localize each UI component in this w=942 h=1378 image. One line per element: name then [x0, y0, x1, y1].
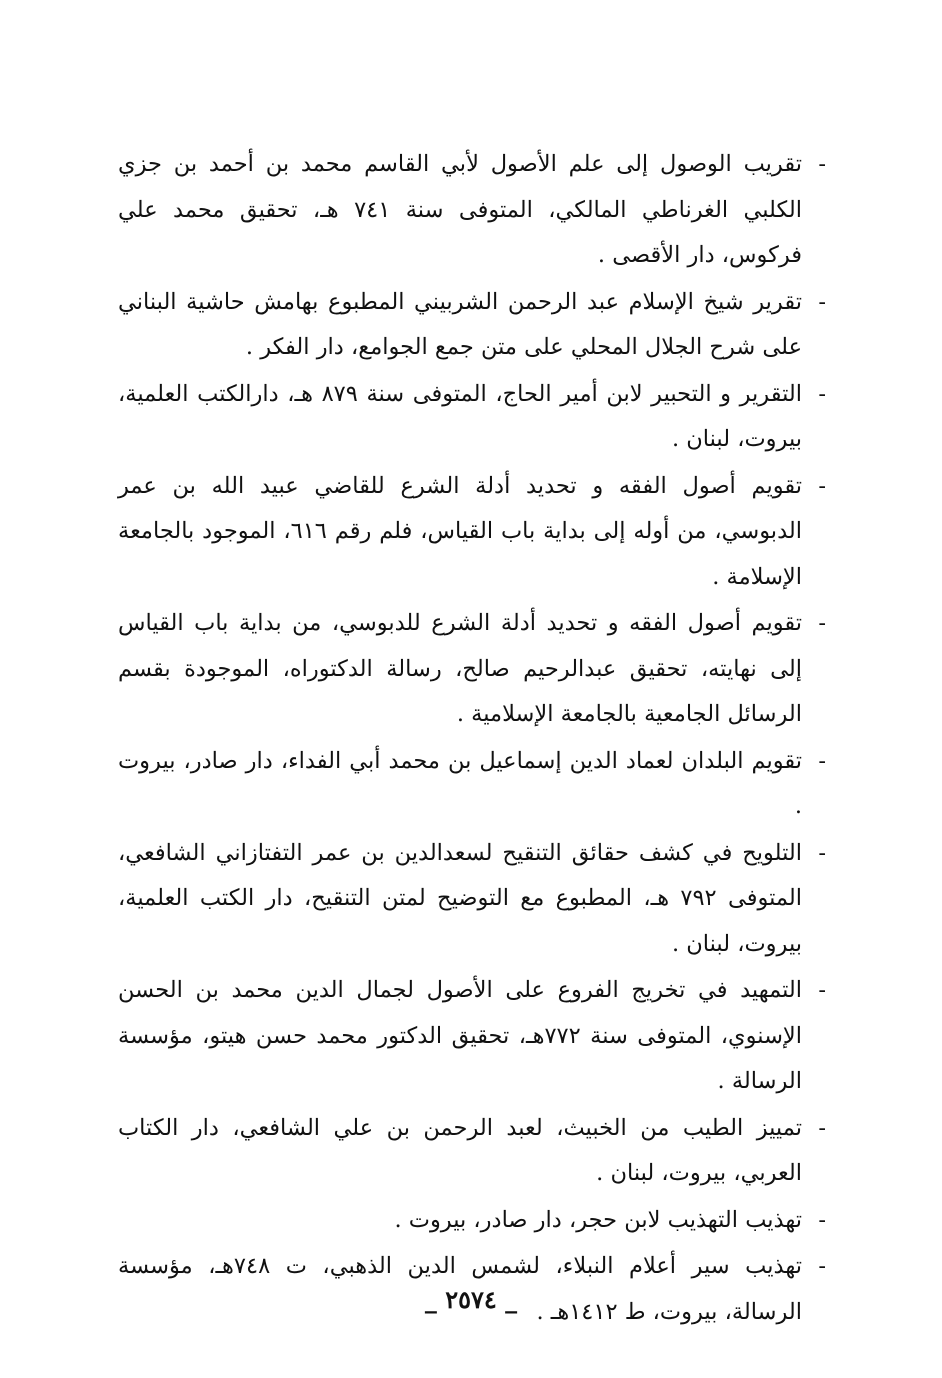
entry-dash: -: [818, 839, 826, 866]
bibliography-entry: [118, 968, 826, 1105]
entry-text: تهذيب سير أعلام النبلاء، لشمس الدين الذهبي، ت ٧٤٨هـ، مؤسسة الرسالة، بيروت، ط ١٤١٢هـ .: [118, 1253, 802, 1325]
bibliography-entry: [118, 1198, 826, 1244]
entry-text: تقريب الوصول إلى علم الأصول لأبي القاسم محمد بن أحمد بن جزي الكلبي الغرناطي المالكي، المتوفى سنة ٧٤١ هـ، تحقيق محمد علي فركوس، دار الأقصى .: [118, 151, 803, 268]
bibliography-entry: [118, 372, 826, 463]
entry-dash: -: [818, 1114, 826, 1141]
entry-dash: -: [818, 288, 826, 315]
bibliography-entry: [118, 739, 826, 830]
bibliography-list: [118, 142, 826, 1336]
entry-dash: -: [818, 747, 826, 774]
entry-dash: -: [818, 472, 826, 499]
entry-text: تمييز الطيب من الخبيث، لعبد الرحمن بن علي الشافعي، دار الكتاب العربي، بيروت، لبنان .: [118, 1114, 802, 1186]
entry-text: تقويم البلدان لعماد الدين إسماعيل بن محمد أبي الفداء، دار صادر، بيروت .: [118, 747, 802, 819]
entry-dash: -: [818, 977, 826, 1003]
bibliography-entry: [118, 142, 826, 279]
entry-dash: -: [818, 151, 826, 177]
entry-text: التمهيد في تخريج الفروع على الأصول لجمال الدين محمد بن الحسن الإسنوي، المتوفى سنة ٧٧٢هـ، تحقيق الدكتور محمد حسن هيتو، مؤسسة الرسالة .: [118, 977, 803, 1094]
entry-text: تهذيب التهذيب لابن حجر، دار صادر، بيروت .: [394, 1206, 802, 1233]
bibliography-entry: [118, 464, 826, 601]
page-number: _ ٢٥٧٤ _: [424, 1285, 518, 1314]
bibliography-entry: [118, 1106, 826, 1197]
entry-dash: -: [818, 610, 826, 636]
entry-text: التلويح في كشف حقائق التنقيح لسعدالدين بن عمر التفتازاني الشافعي، المتوفى ٧٩٢ هـ، المطبوع مع التوضيح لمتن التنقيح، دار الكتب العلمية، بيروت، لبنان .: [118, 839, 802, 957]
entry-dash: -: [818, 1253, 826, 1279]
entry-dash: -: [818, 380, 826, 407]
entry-dash: -: [818, 1206, 826, 1233]
bibliography-entry: [118, 831, 826, 968]
bibliography-entry: [118, 601, 826, 738]
entry-text: تقرير شيخ الإسلام عبد الرحمن الشربيني المطبوع بهامش حاشية البناني على شرح الجلال المحلي على متن جمع الجوامع، دار الفكر .: [118, 288, 802, 360]
entry-text: تقويم أصول الفقه و تحديد أدلة الشرع للدبوسي، من بداية باب القياس إلى نهايته، تحقيق عبدالرحيم صالح، رسالة الدكتوراه، الموجودة بقسم الرسائل الجامعية بالجامعة الإسلامية .: [118, 610, 802, 727]
entry-text: تقويم أصول الفقه و تحديد أدلة الشرع للقاضي عبيد الله بن عمر الدبوسي، من أوله إلى بداية باب القياس، فلم رقم ٦١٦، الموجود بالجامعة الإسلامة .: [118, 472, 802, 590]
entry-text: التقرير و التحبير لابن أمير الحاج، المتوفى سنة ٨٧٩ هـ، دارالكتب العلمية، بيروت، لبنان .: [118, 380, 803, 452]
bibliography-entry: [118, 280, 826, 371]
